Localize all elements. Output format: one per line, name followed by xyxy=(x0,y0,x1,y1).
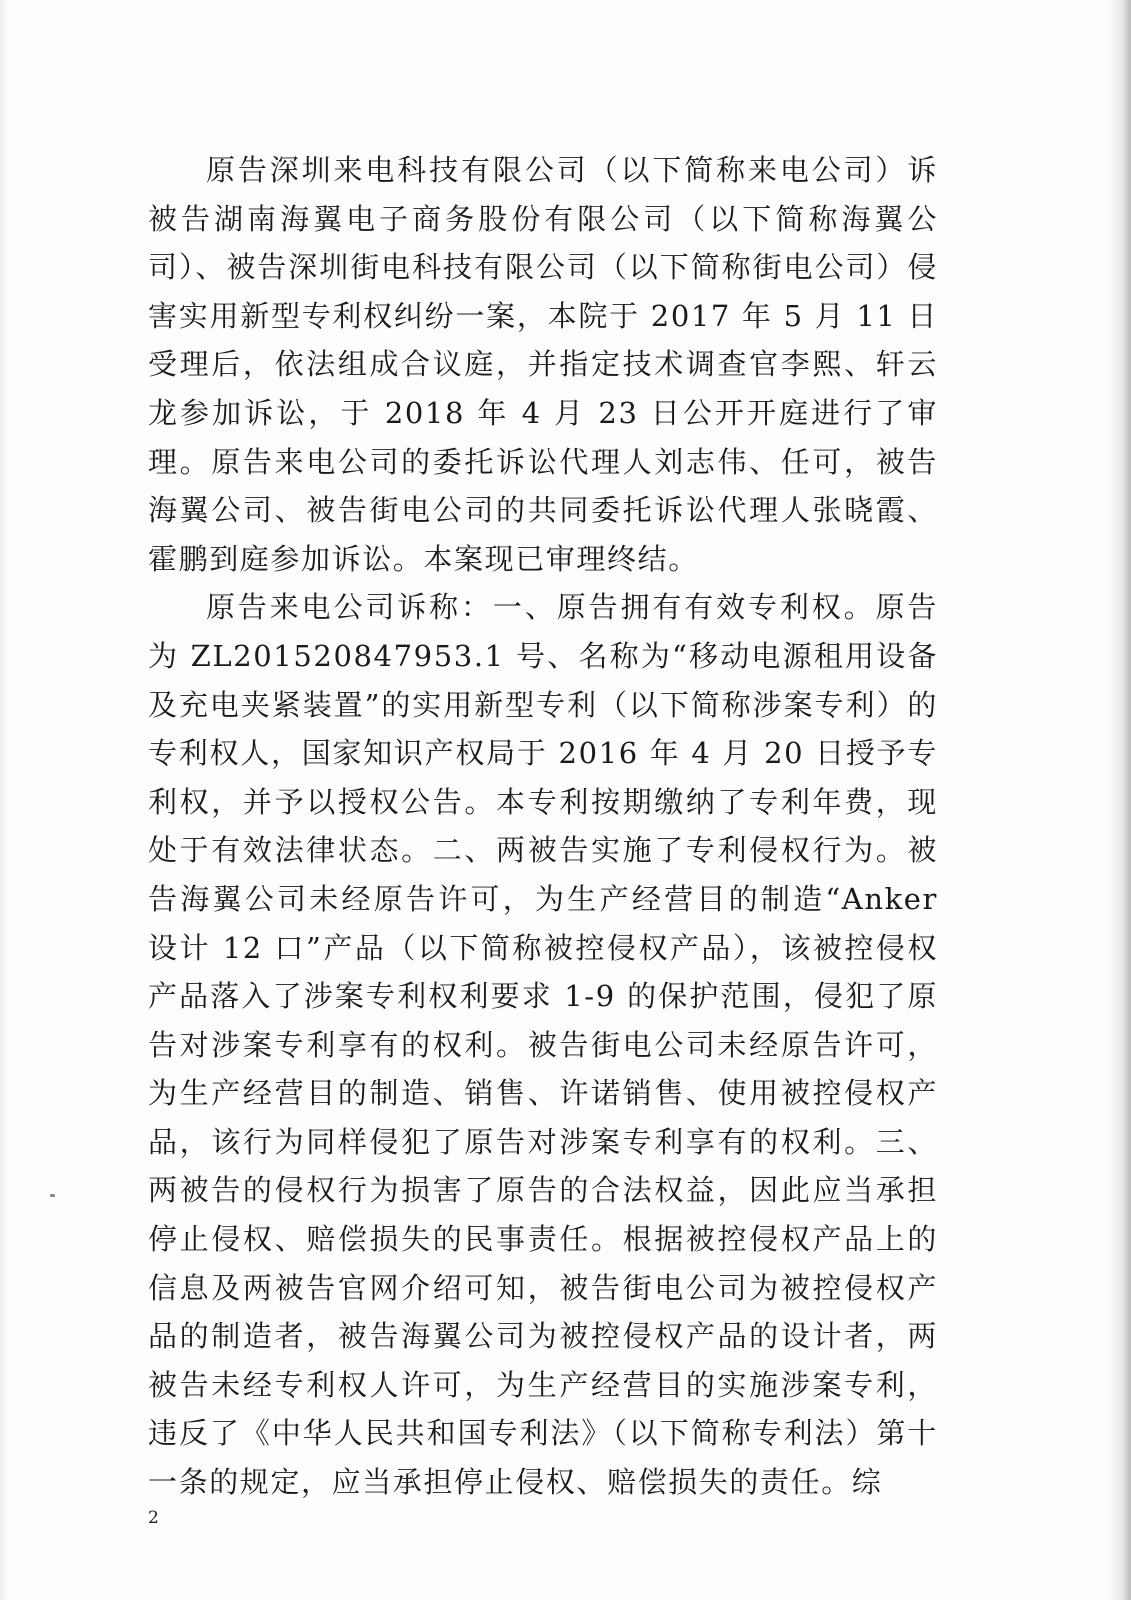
scan-shadow-right xyxy=(1109,0,1131,1600)
paragraph-plaintiff-claims: 原告来电公司诉称：一、原告拥有有效专利权。原告为 ZL201520847953.1 号、名称为“移动电源租用设备及充电夹紧装置”的实用新型专利（以下简称涉案专利）的专利权人，国家知识产权局于 2016 年 4 月 20 日授予专利权，并予以授权公告。本专利按期缴纳了专利年费，现处于有效法律状态。二、两被告实施了专利侵权行为。被告海翼公司未经原告许可，为生产经营目的制造“Anker 设计 12 口”产品（以下简称被控侵权产品），该被控侵权产品落入了涉案专利权利要求 1-9 的保护范围，侵犯了原告对涉案专利享有的权利。被告街电公司未经原告许可，为生产经营目的制造、销售、许诺销售、使用被控侵权产品，该行为同样侵犯了原告对涉案专利享有的权利。三、两被告的侵权行为损害了原告的合法权益，因此应当承担停止侵权、赔偿损失的民事责任。根据被控侵权产品上的信息及两被告官网介绍可知，被告街电公司为被控侵权产品的制造者，被告海翼公司为被控侵权产品的设计者，两被告未经专利权人许可，为生产经营目的实施涉案专利，违反了《中华人民共和国专利法》（以下简称专利法）第十一条的规定，应当承担停止侵权、赔偿损失的责任。综 xyxy=(148,590,938,1500)
document-body xyxy=(148,146,938,1507)
scan-speck xyxy=(50,1194,55,1197)
scan-shadow-left xyxy=(0,0,8,1600)
page-number: 2 xyxy=(148,1508,159,1528)
paragraph-case-intro: 原告深圳来电科技有限公司（以下简称来电公司）诉被告湖南海翼电子商务股份有限公司（以下简称海翼公司）、被告深圳街电科技有限公司（以下简称街电公司）侵害实用新型专利权纠纷一案，本院于 2017 年 5 月 11 日受理后，依法组成合议庭，并指定技术调查官李熙、轩云龙参加诉讼，于 2018 年 4 月 23 日公开开庭进行了审理。原告来电公司的委托诉讼代理人刘志伟、任可，被告海翼公司、被告街电公司的共同委托诉讼代理人张晓霞、霍鹏到庭参加诉讼。本案现已审理终结。 xyxy=(148,153,938,576)
